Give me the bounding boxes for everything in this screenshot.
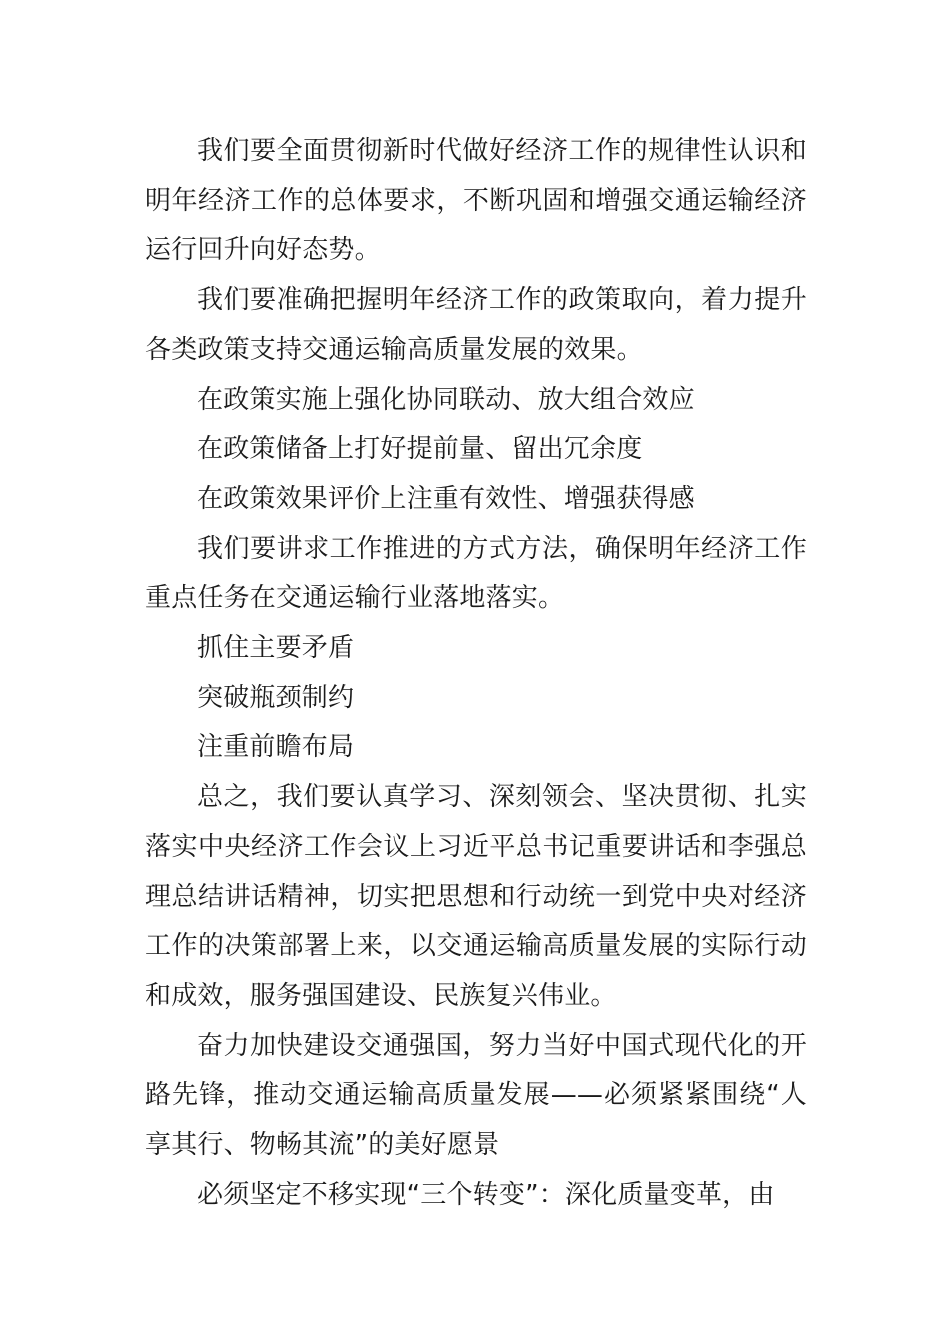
paragraph: 我们要准确把握明年经济工作的政策取向，着力提升各类政策支持交通运输高质量发展的效果。 xyxy=(145,285,807,365)
paragraph: 必须坚定不移实现“三个转变”：深化质量变革，由 xyxy=(197,1179,775,1210)
paragraph: 注重前瞻布局 xyxy=(197,732,355,763)
paragraph: 在政策效果评价上注重有效性、增强获得感 xyxy=(197,483,695,514)
paragraph: 抓住主要矛盾 xyxy=(197,633,355,664)
paragraph: 在政策实施上强化协同联动、放大组合效应 xyxy=(197,384,695,415)
paragraph: 突破瓶颈制约 xyxy=(197,682,355,713)
paragraph: 总之，我们要认真学习、深刻领会、坚决贯彻、扎实落实中央经济工作会议上习近平总书记重要讲话和李强总理总结讲话精神，切实把思想和行动统一到党中央对经济工作的决策部署上来，以交通运输高质量发展的实际行动和成效，服务强国建设、民族复兴伟业。 xyxy=(145,782,807,1011)
paragraph: 我们要全面贯彻新时代做好经济工作的规律性认识和明年经济工作的总体要求，不断巩固和增强交通运输经济运行回升向好态势。 xyxy=(145,136,807,266)
paragraph: 奋力加快建设交通强国，努力当好中国式现代化的开路先锋，推动交通运输高质量发展——必须紧紧围绕“人享其行、物畅其流”的美好愿景 xyxy=(145,1030,807,1161)
paragraph: 在政策储备上打好提前量、留出冗余度 xyxy=(197,434,643,465)
document-body xyxy=(145,127,807,1220)
paragraph: 我们要讲求工作推进的方式方法，确保明年经济工作重点任务在交通运输行业落地落实。 xyxy=(145,533,807,614)
